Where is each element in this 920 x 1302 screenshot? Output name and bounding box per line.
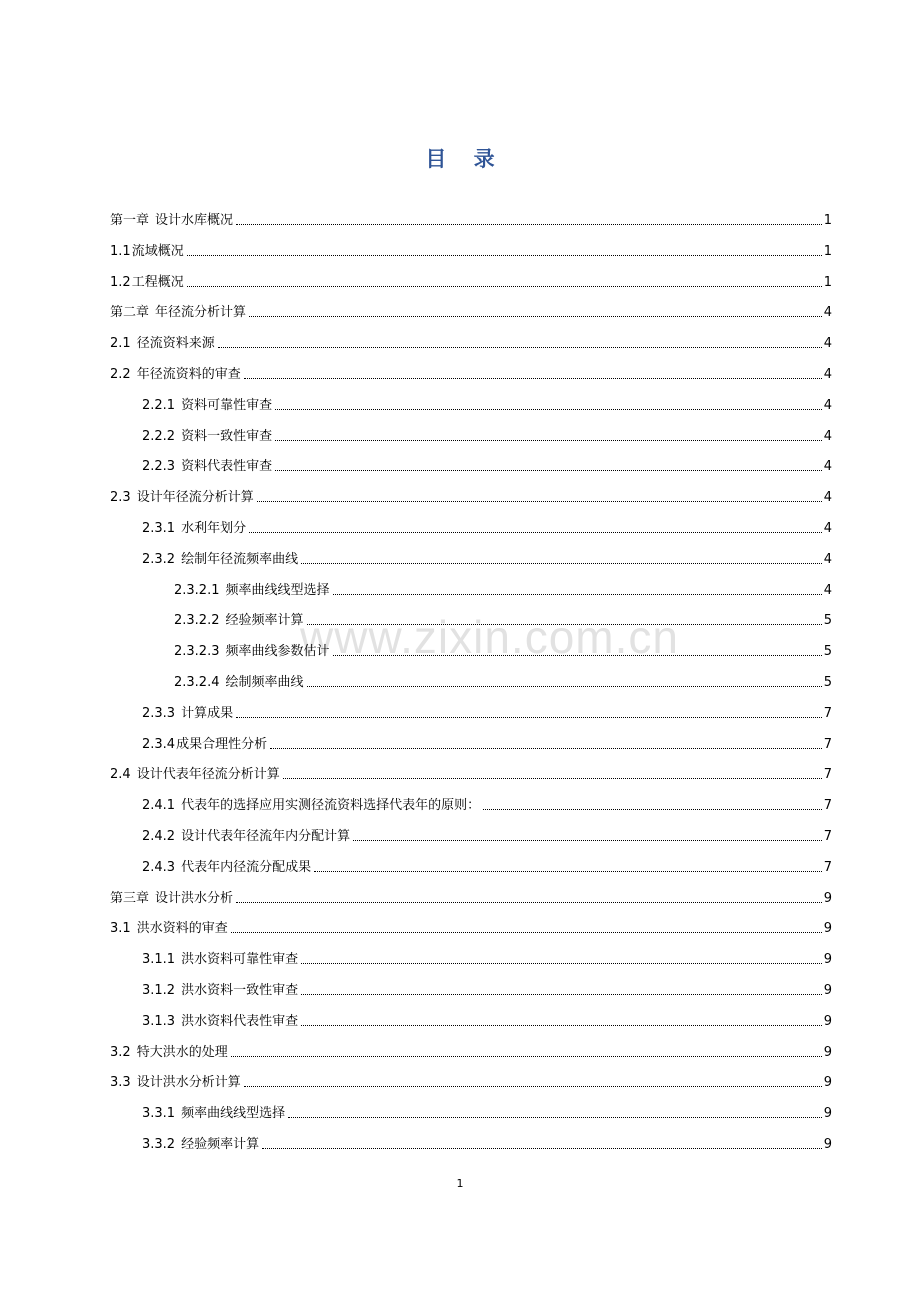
toc-leader-dots [249,316,822,317]
toc-leader-dots [231,1056,822,1057]
toc-entry[interactable] [110,1069,832,1091]
toc-entry-title: 径流资料来源 [136,336,215,352]
toc-entry-number: 2.4.3 [142,859,176,875]
toc-entry[interactable] [142,1131,832,1153]
toc-entry[interactable] [142,731,832,753]
toc-entry-number: 2.2.3 [142,459,176,475]
toc-entry-page: 4 [823,582,832,598]
toc-entry-number: 2.4 [110,767,131,783]
toc-entry[interactable] [142,854,832,876]
toc-entry-number: 2.3.2.2 [174,613,220,629]
toc-entry-number: 3.1.2 [142,983,176,998]
toc-entry[interactable] [142,823,832,845]
toc-entry-number: 第三章 [110,890,150,906]
watermark: www.zixin.com.cn [300,611,679,663]
toc-entry-page: 7 [823,829,832,844]
toc-leader-dots [249,532,822,533]
toc-leader-dots [257,501,822,502]
toc-leader-dots [288,1117,822,1118]
toc-entry-title: 频率曲线线型选择 [225,582,330,598]
toc-entry-number: 2.2 [110,367,131,382]
toc-entry-title: 洪水资料可靠性审查 [181,952,299,968]
toc-entry[interactable] [142,546,832,568]
toc-leader-dots [187,255,822,256]
toc-leader-dots [283,778,822,779]
toc-entry-title: 资料一致性审查 [181,428,273,444]
toc-entry-page: 9 [823,1013,832,1029]
toc-leader-dots [236,717,822,718]
toc-entry[interactable] [174,607,832,629]
toc-entry-number: 2.3.2.4 [174,675,220,690]
toc-entry[interactable] [142,700,832,722]
toc-leader-dots [218,347,822,348]
toc-entry-page: 7 [823,767,832,783]
toc-entry[interactable] [174,638,832,660]
toc-entry[interactable] [142,946,832,968]
toc-entry-title: 频率曲线参数估计 [225,644,330,660]
toc-entry-number: 第二章 [110,305,150,321]
toc-entry-title: 资料可靠性审查 [181,397,273,413]
toc-entry[interactable] [174,669,832,691]
toc-entry-title: 设计代表年径流年内分配计算 [181,829,351,844]
toc-entry-page: 7 [823,859,832,875]
toc-entry[interactable] [142,977,832,999]
toc-entry-number: 2.2.1 [142,397,176,413]
toc-leader-dots [301,994,822,995]
toc-entry-page: 5 [823,613,832,629]
toc-entry-page: 9 [823,1044,832,1060]
toc-entry-page: 4 [823,428,832,444]
toc-entry[interactable] [142,1008,832,1030]
toc-leader-dots [231,932,822,933]
toc-entry-page: 4 [823,397,832,413]
toc-leader-dots [483,809,822,810]
toc-leader-dots [236,224,822,225]
toc-entry[interactable] [110,1039,832,1061]
toc-entry-number: 第一章 [110,213,150,228]
toc-entry-title: 设计水库概况 [155,213,234,228]
toc-entry-title: 设计洪水分析 [155,890,234,906]
toc-leader-dots [270,748,822,749]
toc-entry-number: 2.3 [110,490,131,506]
toc-entry-title: 绘制频率曲线 [225,675,304,690]
toc-leader-dots [333,655,822,656]
toc-entry-title: 经验频率计算 [225,613,304,629]
toc-entry[interactable] [110,269,832,291]
toc-entry[interactable] [110,207,832,229]
toc-entry-page: 1 [823,243,832,259]
toc-leader-dots [353,840,822,841]
page-number: 1 [456,1177,464,1190]
toc-leader-dots [187,286,822,287]
toc-entry[interactable] [110,484,832,506]
toc-entry-title: 成果合理性分析 [176,736,268,752]
toc-entry-title: 年径流分析计算 [155,305,247,321]
toc-entry-page: 4 [823,521,832,536]
toc-leader-dots [301,563,822,564]
toc-entry-number: 3.1.1 [142,952,176,968]
toc-leader-dots [333,594,822,595]
toc-entry-page: 4 [823,490,832,506]
toc-entry-number: 2.3.2.1 [174,582,220,598]
toc-entry[interactable] [110,238,832,260]
toc-entry-number: 2.3.3 [142,705,176,721]
toc-leader-dots [262,1148,822,1149]
toc-entry-page: 9 [823,1106,832,1122]
toc-entry-number: 2.4.2 [142,829,176,844]
toc-entry-number: 2.1 [110,336,131,352]
toc-entry[interactable] [110,361,832,383]
toc-entry-number: 2.3.2 [142,551,176,567]
toc-entry-page: 9 [823,952,832,968]
toc-title: 目 录 [425,147,505,171]
toc-entry-page: 9 [823,890,832,906]
toc-entry-number: 2.3.4 [142,736,176,752]
toc-entry[interactable] [110,330,832,352]
toc-entry[interactable] [142,423,832,445]
toc-leader-dots [244,378,822,379]
toc-entry-number: 3.3.1 [142,1106,176,1122]
toc-leader-dots [275,470,822,471]
toc-entry-page: 4 [823,305,832,321]
toc-entry-page: 7 [823,798,832,814]
toc-entry-title: 工程概况 [131,274,184,290]
toc-entry-title: 流域概况 [131,243,184,259]
toc-leader-dots [244,1086,822,1087]
toc-entry-page: 5 [823,644,832,660]
toc-entry-title: 设计洪水分析计算 [136,1075,241,1091]
toc-entry-page: 4 [823,367,832,382]
toc-entry-number: 2.3.2.3 [174,644,220,660]
toc-leader-dots [301,1025,822,1026]
toc-entry-title: 代表年的选择应用实测径流资料选择代表年的原则： [181,798,481,814]
toc-entry[interactable] [174,577,832,599]
toc-entry-page: 4 [823,336,832,352]
toc-entry-title: 洪水资料一致性审查 [181,983,299,998]
toc-entry-page: 1 [823,274,832,290]
toc-leader-dots [275,409,822,410]
toc-entry[interactable] [142,1100,832,1122]
toc-entry-page: 4 [823,459,832,475]
toc-entry-page: 5 [823,675,832,690]
toc-entry-title: 经验频率计算 [181,1137,260,1152]
toc-entry-title: 设计代表年径流分析计算 [136,767,280,783]
toc-entry-number: 3.2 [110,1044,131,1060]
toc-entry-number: 3.3.2 [142,1137,176,1152]
toc-entry[interactable] [142,392,832,414]
toc-leader-dots [301,963,822,964]
toc-entry[interactable] [142,515,832,537]
toc-leader-dots [275,440,822,441]
toc-entry-title: 绘制年径流频率曲线 [181,551,299,567]
toc-entry[interactable] [110,299,832,321]
toc-entry-number: 2.4.1 [142,798,176,814]
toc-entry-page: 9 [823,1137,832,1152]
toc-entry-page: 9 [823,983,832,998]
toc-entry[interactable] [110,915,832,937]
toc-leader-dots [236,902,822,903]
toc-entry-number: 3.1.3 [142,1013,176,1029]
toc-entry[interactable] [142,792,832,814]
toc-entry-title: 资料代表性审查 [181,459,273,475]
toc-entry-title: 特大洪水的处理 [136,1044,228,1060]
toc-entry-title: 水利年划分 [181,521,247,536]
toc-entry-number: 2.2.2 [142,428,176,444]
toc-entry[interactable] [110,761,832,783]
toc-entry-page: 1 [823,213,832,228]
toc-entry[interactable] [142,453,832,475]
toc-entry-title: 计算成果 [181,705,234,721]
toc-entry-page: 7 [823,705,832,721]
toc-entry-title: 洪水资料的审查 [136,921,228,937]
toc-entry-title: 频率曲线线型选择 [181,1106,286,1122]
toc-entry-title: 设计年径流分析计算 [136,490,254,506]
toc-entry[interactable] [110,885,832,907]
toc-entry-page: 7 [823,736,832,752]
toc-entry-number: 1.1 [110,243,131,259]
toc-leader-dots [307,624,822,625]
toc-entry-page: 4 [823,551,832,567]
toc-entry-number: 3.3 [110,1075,131,1091]
toc-entry-number: 1.2 [110,274,131,290]
toc-entry-title: 代表年内径流分配成果 [181,859,312,875]
toc-leader-dots [314,871,822,872]
toc-entry-number: 3.1 [110,921,131,937]
toc-entry-title: 洪水资料代表性审查 [181,1013,299,1029]
toc-entry-page: 9 [823,1075,832,1091]
toc-entry-title: 年径流资料的审查 [136,367,241,382]
toc-entry-number: 2.3.1 [142,521,176,536]
toc-entry-page: 9 [823,921,832,937]
toc-leader-dots [307,686,822,687]
